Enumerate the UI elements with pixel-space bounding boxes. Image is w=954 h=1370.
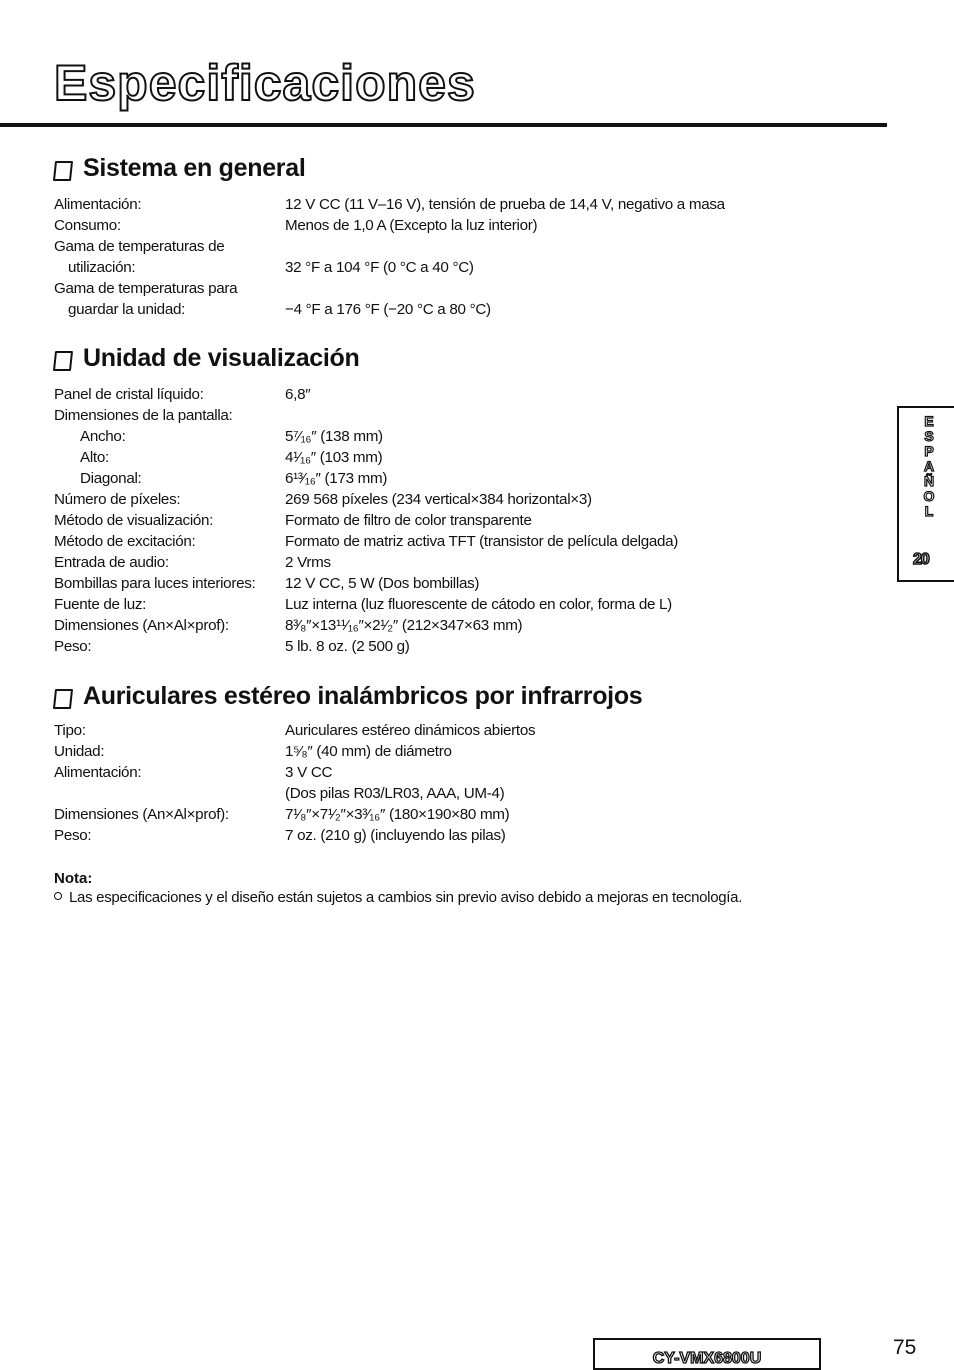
note-text: Las especificaciones y el diseño están sujetos a cambios sin previo aviso debido a mejoras en tecnología. [54,889,742,906]
page-number: 75 [893,1336,917,1359]
model-number: CY-VMX6800U [652,1350,762,1367]
spec-row: guardar la unidad: −4 °F a 176 °F (−20 °C a 80 °C) [68,301,491,318]
checkbox-square-icon [53,161,73,181]
checkbox-square-icon [53,351,73,371]
section-heading-unidad: Unidad de visualización [54,346,360,371]
checkbox-square-icon [53,689,73,709]
spec-row: Dimensiones (An×Al×prof): 7¹⁄₈″×7¹⁄₂″×3³⁄₁₆″ (180×190×80 mm) [54,806,510,823]
spec-row: Consumo: Menos de 1,0 A (Excepto la luz interior) [54,217,538,234]
bullet-icon [54,892,62,900]
spec-row: Bombillas para luces interiores: 12 V CC, 5 W (Dos bombillas) [54,575,480,592]
note-label: Nota: [54,870,93,887]
spec-row: Unidad: 1⁵⁄₈″ (40 mm) de diámetro [54,743,452,760]
spec-row: utilización: 32 °F a 104 °F (0 °C a 40 °C) [68,259,474,276]
section-heading-sistema: Sistema en general [54,156,305,181]
spec-list-unidad [0,384,954,657]
spec-row: Método de excitación: Formato de matriz activa TFT (transistor de película delgada) [54,533,679,550]
section-heading-auriculares: Auriculares estéreo inalámbricos por infrarrojos [54,684,642,709]
spec-row: Panel de cristal líquido: 6,8″ [54,386,311,403]
spec-row: Alimentación: 12 V CC (11 V–16 V), tensión de prueba de 14,4 V, negativo a masa [54,196,725,213]
spec-row: Entrada de audio: 2 Vrms [54,554,331,571]
spec-row: Gama de temperaturas de [54,238,225,255]
spec-row: Dimensiones de la pantalla: [54,407,233,424]
spec-row: Alimentación: 3 V CC [54,764,333,781]
title-rule [0,123,887,127]
language-tab-number: 20 [913,551,929,568]
model-number-box [593,1338,821,1370]
spec-row: (Dos pilas R03/LR03, AAA, UM-4) [285,785,505,802]
spec-row: Fuente de luz: Luz interna (luz fluorescente de cátodo en color, forma de L) [54,596,672,613]
language-tab-letters: E S P A Ñ O L [923,413,935,519]
spec-row: Dimensiones (An×Al×prof): 8³⁄₈″×13¹¹⁄₁₆″×2¹⁄₂″ (212×347×63 mm) [54,617,523,634]
spec-row: Tipo: Auriculares estéreo dinámicos abiertos [54,722,536,739]
spec-row: Gama de temperaturas para [54,280,238,297]
spec-row: Alto: 4¹⁄₁₆″ (103 mm) [80,449,383,466]
spec-list-sistema [0,194,954,320]
spec-row: Número de píxeles: 269 568 píxeles (234 vertical×384 horizontal×3) [54,491,592,508]
spec-row: Diagonal: 6¹³⁄₁₆″ (173 mm) [80,470,388,487]
spec-row: Ancho: 5⁷⁄₁₆″ (138 mm) [80,428,383,445]
spec-row: Peso: 7 oz. (210 g) (incluyendo las pilas) [54,827,506,844]
page-title: Especificaciones [54,55,476,111]
spec-row: Peso: 5 lb. 8 oz. (2 500 g) [54,638,410,655]
spec-list-auriculares [0,720,954,846]
spec-row: Método de visualización: Formato de filtro de color transparente [54,512,532,529]
